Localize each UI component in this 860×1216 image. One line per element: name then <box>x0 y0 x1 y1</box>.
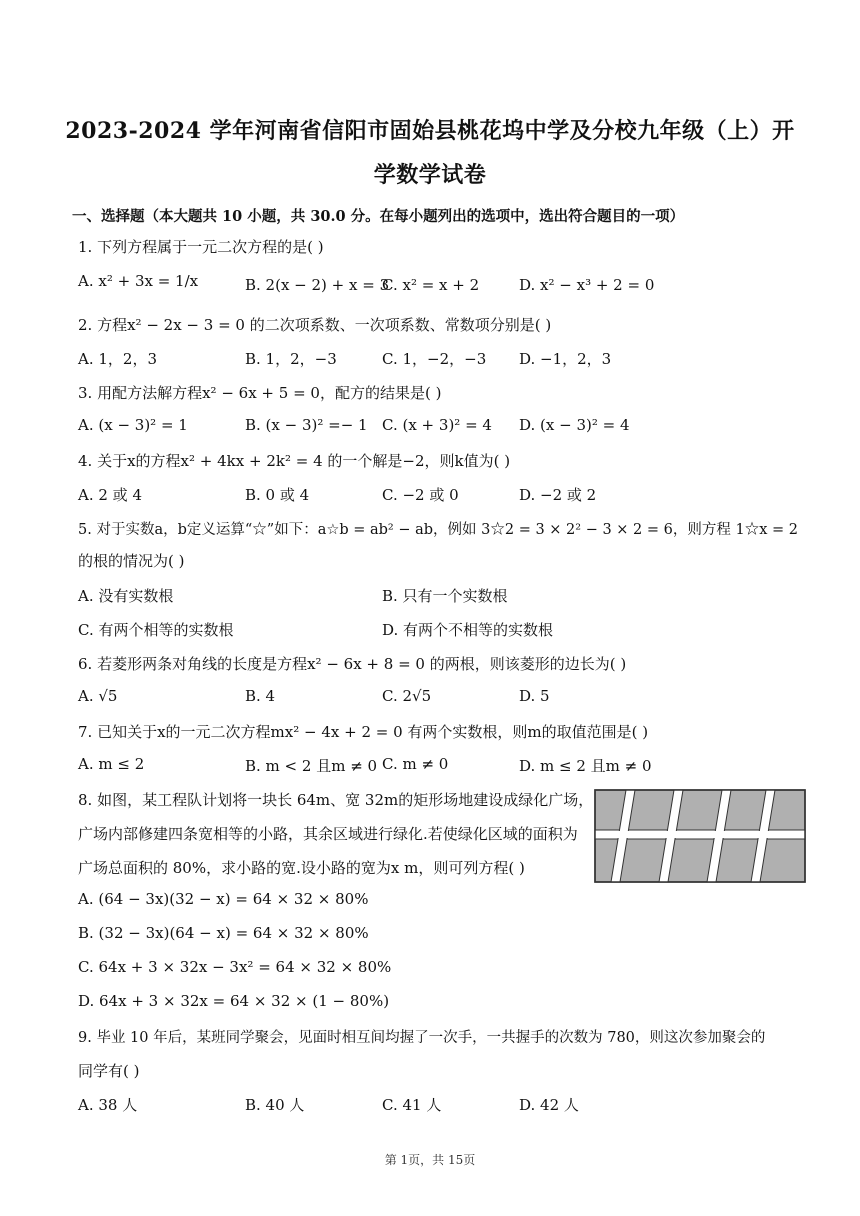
question-7-option-d: D. m ≤ 2 且m ≠ 0 <box>519 757 652 775</box>
question-9-option-a: A. 38 人 <box>78 1096 138 1114</box>
question-2-option-a: A. 1，2，3 <box>78 350 157 368</box>
question-5-option-b: B. 只有一个实数根 <box>382 587 508 605</box>
question-5-option-c: C. 有两个相等的实数根 <box>78 621 234 639</box>
question-6-option-d: D. 5 <box>519 687 550 705</box>
question-9-stem-cont: 同学有( ) <box>78 1062 140 1080</box>
question-3-option-b: B. (x − 3)² =− 1 <box>245 416 368 434</box>
question-4-option-c: C. −2 或 0 <box>382 486 459 504</box>
question-4-stem: 4. 关于x的方程x² + 4kx + 2k² = 4 的一个解是−2，则k值为( ) <box>78 452 511 470</box>
question-6-option-c: C. 2√5 <box>382 687 432 705</box>
doc-title-line1: 2023-2024 学年河南省信阳市固始县桃花坞中学及分校九年级（上）开 <box>65 118 795 144</box>
question-5-stem: 5. 对于实数a，b定义运算“☆”如下：a☆b = ab² − ab，例如 3☆2 = 3 × 2² − 3 × 2 = 6，则方程 1☆x = 2 <box>78 522 798 538</box>
question-3-option-c: C. (x + 3)² = 4 <box>382 416 492 434</box>
park-road-figure <box>594 789 806 883</box>
question-8-option-c: C. 64x + 3 × 32x − 3x² = 64 × 32 × 80% <box>78 958 392 976</box>
question-6-option-a: A. √5 <box>78 687 118 705</box>
question-2-option-b: B. 1，2，−3 <box>245 350 337 368</box>
question-8-option-d: D. 64x + 3 × 32x = 64 × 32 × (1 − 80%) <box>78 992 390 1010</box>
question-3-option-a: A. (x − 3)² = 1 <box>78 416 188 434</box>
question-8-stem: 8. 如图，某工程队计划将一块长 64m、宽 32m的矩形场地建设成绿化广场， <box>78 791 594 809</box>
question-7-option-c: C. m ≠ 0 <box>382 755 449 773</box>
question-9-stem: 9. 毕业 10 年后，某班同学聚会，见面时相互间均握了一次手，一共握手的次数为 780，则这次参加聚会的 <box>78 1030 766 1046</box>
question-1-stem: 1. 下列方程属于一元二次方程的是( ) <box>78 238 324 256</box>
question-2-option-c: C. 1，−2，−3 <box>382 350 487 368</box>
question-4-option-d: D. −2 或 2 <box>519 486 597 504</box>
question-7-stem: 7. 已知关于x的一元二次方程mx² − 4x + 2 = 0 有两个实数根，则m的取值范围是( ) <box>78 723 649 741</box>
question-9-option-c: C. 41 人 <box>382 1096 442 1114</box>
question-7-option-b: B. m < 2 且m ≠ 0 <box>245 757 378 775</box>
section-heading: 一、选择题（本大题共 10 小题，共 30.0 分。在每小题列出的选项中，选出符合题目的一项） <box>72 208 685 225</box>
question-3-stem: 3. 用配方法解方程x² − 6x + 5 = 0，配方的结果是( ) <box>78 384 442 402</box>
question-3-option-d: D. (x − 3)² = 4 <box>519 416 630 434</box>
question-8-stem-cont1: 广场内部修建四条宽相等的小路，其余区域进行绿化.若使绿化区域的面积为 <box>78 825 578 843</box>
question-8-stem-cont2: 广场总面积的 80%，求小路的宽.设小路的宽为x m，则可列方程( ) <box>78 859 525 877</box>
question-1-option-c: C. x² = x + 2 <box>382 276 480 294</box>
question-1-option-a: A. x² + 3x = 1/x <box>78 272 199 290</box>
question-8-option-b: B. (32 − 3x)(64 − x) = 64 × 32 × 80% <box>78 924 369 942</box>
question-5-option-d: D. 有两个不相等的实数根 <box>382 621 554 639</box>
question-8-option-a: A. (64 − 3x)(32 − x) = 64 × 32 × 80% <box>78 890 369 908</box>
doc-title-line2: 学数学试卷 <box>373 162 487 188</box>
question-4-option-a: A. 2 或 4 <box>78 486 142 504</box>
question-9-option-b: B. 40 人 <box>245 1096 305 1114</box>
question-2-stem: 2. 方程x² − 2x − 3 = 0 的二次项系数、一次项系数、常数项分别是( ) <box>78 316 552 334</box>
question-2-option-d: D. −1，2，3 <box>519 350 612 368</box>
question-9-option-d: D. 42 人 <box>519 1096 579 1114</box>
question-6-stem: 6. 若菱形两条对角线的长度是方程x² − 6x + 8 = 0 的两根，则该菱形的边长为( ) <box>78 655 627 673</box>
question-1-option-b: B. 2(x − 2) + x = 3 <box>245 276 390 294</box>
page-footer: 第 1页，共 15页 <box>384 1153 476 1167</box>
question-6-option-b: B. 4 <box>245 687 276 705</box>
question-5-option-a: A. 没有实数根 <box>78 587 174 605</box>
question-7-option-a: A. m ≤ 2 <box>78 755 145 773</box>
question-5-stem-cont: 的根的情况为( ) <box>78 552 185 570</box>
question-4-option-b: B. 0 或 4 <box>245 486 310 504</box>
question-1-option-d: D. x² − x³ + 2 = 0 <box>519 276 655 294</box>
